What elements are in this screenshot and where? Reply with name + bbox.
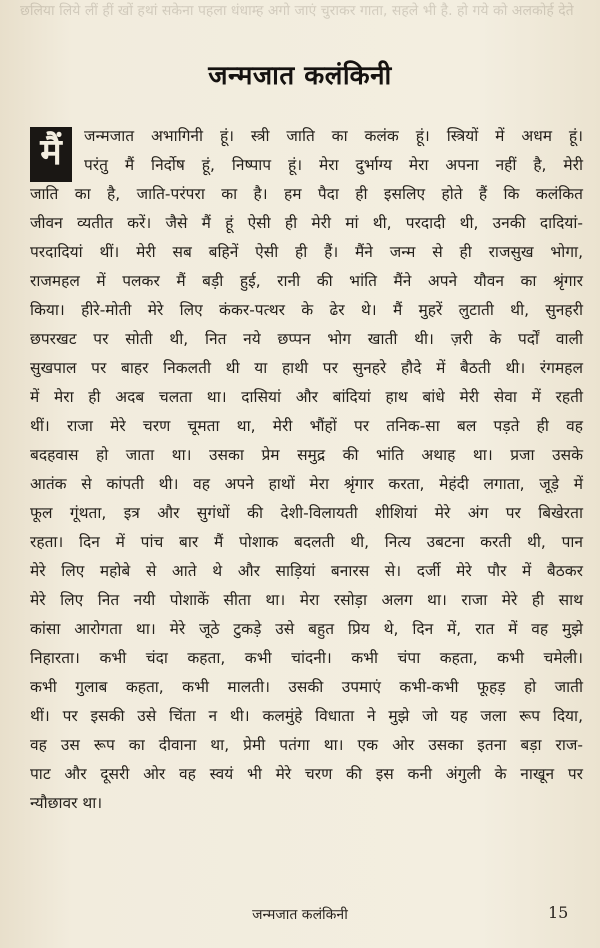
page-number: 15 (548, 903, 569, 922)
text-line: मेरे लिए नित नयी पोशाकें सीता था। मेरा रसोड़ा अलग था। राजा मेरे ही साथ (30, 591, 583, 609)
text-line: निहारता। कभी चंदा कहता, कभी चांदनी। कभी चंपा कहता, कभी चमेली। (30, 649, 583, 667)
text-line: छपरखट पर सोती थी, नित नये छप्पन भोग खाती थी। ज़री के पर्दों वाली (30, 330, 583, 348)
chapter-title: जन्मजात कलंकिनी (208, 61, 392, 91)
text-line: जाति का है, जाति-परंपरा का है। हम पैदा ही इसलिए होते हैं कि कलंकित (30, 185, 583, 203)
text-line: फूल गूंथता, इत्र और सुगंधों की देशी-विलायती शीशियां मेरे अंग पर बिखेरता (30, 504, 583, 522)
text-line: मेरे लिए महोबे से आते थे और साड़ियां बनारस से। दर्जी मेरे पौर में बैठकर (30, 562, 583, 580)
drop-cap: मैं (30, 127, 72, 182)
text-line: बदहवास हो जाता था। उसका प्रेम समुद्र की भांति अथाह था। प्रजा उसके (30, 446, 583, 464)
text-line: थीं। पर इसकी उसे चिंता न थी। कलमुंहे विधाता ने मुझे जो यह जला रूप दिया, (30, 707, 583, 725)
text-line: थीं। राजा मेरे चरण चूमता था, मेरी भौंहों पर तनिक-सा बल पड़ते ही वह (30, 417, 583, 435)
text-line: वह उस रूप का दीवाना था, प्रेमी पतंगा था। एक ओर उसका इतना बड़ा राज- (30, 736, 583, 754)
text-line: कांसा आरोगता था। मेरे जूठे टुकड़े उसे बहुत प्रिय थे, दिन में, रात में वह मुझे (30, 620, 583, 638)
text-line: राजमहल में पलकर मैं बड़ी हुई, रानी की भांति मैंने अपने यौवन का श्रृंगार (30, 272, 583, 290)
text-line: रहता। दिन में पांच बार मैं पोशाक बदलती थी, नित्य उबटना करती थी, पान (30, 533, 583, 551)
text-line: पाट और दूसरी ओर वह स्वयं भी मेरे चरण की इस कनी अंगुली के नाखून पर (30, 765, 583, 783)
running-footer-title: जन्मजात कलंकिनी (252, 907, 348, 923)
text-line: किया। हीरे-मोती मेरे लिए कंकर-पत्थर के ढेर थे। मैं मुहरें लुटाती थी, सुनहरी (30, 301, 583, 319)
text-line: जन्मजात अभागिनी हूं। स्त्री जाति का कलंक हूं। स्त्रियों में अधम हूं। (84, 127, 583, 145)
text-line: परंतु मैं निर्दोष हूं, निष्पाप हूं। मेरा दुर्भाग्य मेरा अपना नहीं है, मेरी (84, 156, 583, 174)
text-line: कभी गुलाब कहता, कभी मालती। उसकी उपमाएं कभी-कभी फूहड़ हो जाती (30, 678, 583, 696)
text-line: आतंक से कांपती थी। वह अपने हाथों मेरा श्रृंगार करता, मेहंदी लगाता, जूड़े में (30, 475, 583, 493)
text-line: परदादियां थीं। मेरी सब बहिनें ऐसी ही हैं। मैंने जन्म से ही राजसुख भोगा, (30, 243, 583, 261)
bleed-through-text: छलिया लिये लीं हीं खों हथां सकेना पहला धंधाम्ह अगो जाएं चुराकर गाता, सहले भी है. हो गये को अलकोर्ह देते (20, 3, 574, 19)
text-line: न्यौछावर था। (30, 794, 103, 812)
text-line: जीवन व्यतीत करें। जैसे मैं हूं ऐसी ही मेरी मां थी, परदादी थी, उनकी दादियां- (30, 214, 583, 232)
text-line: सुखपाल पर बाहर निकलती थी या हाथी पर सुनहरे हौदे में बैठती थी। रंगमहल (30, 359, 583, 377)
text-line: में मेरा ही अदब चलता था। दासियां और बांदियां हाथ बांधे मेरी सेवा में रहती (30, 388, 583, 406)
